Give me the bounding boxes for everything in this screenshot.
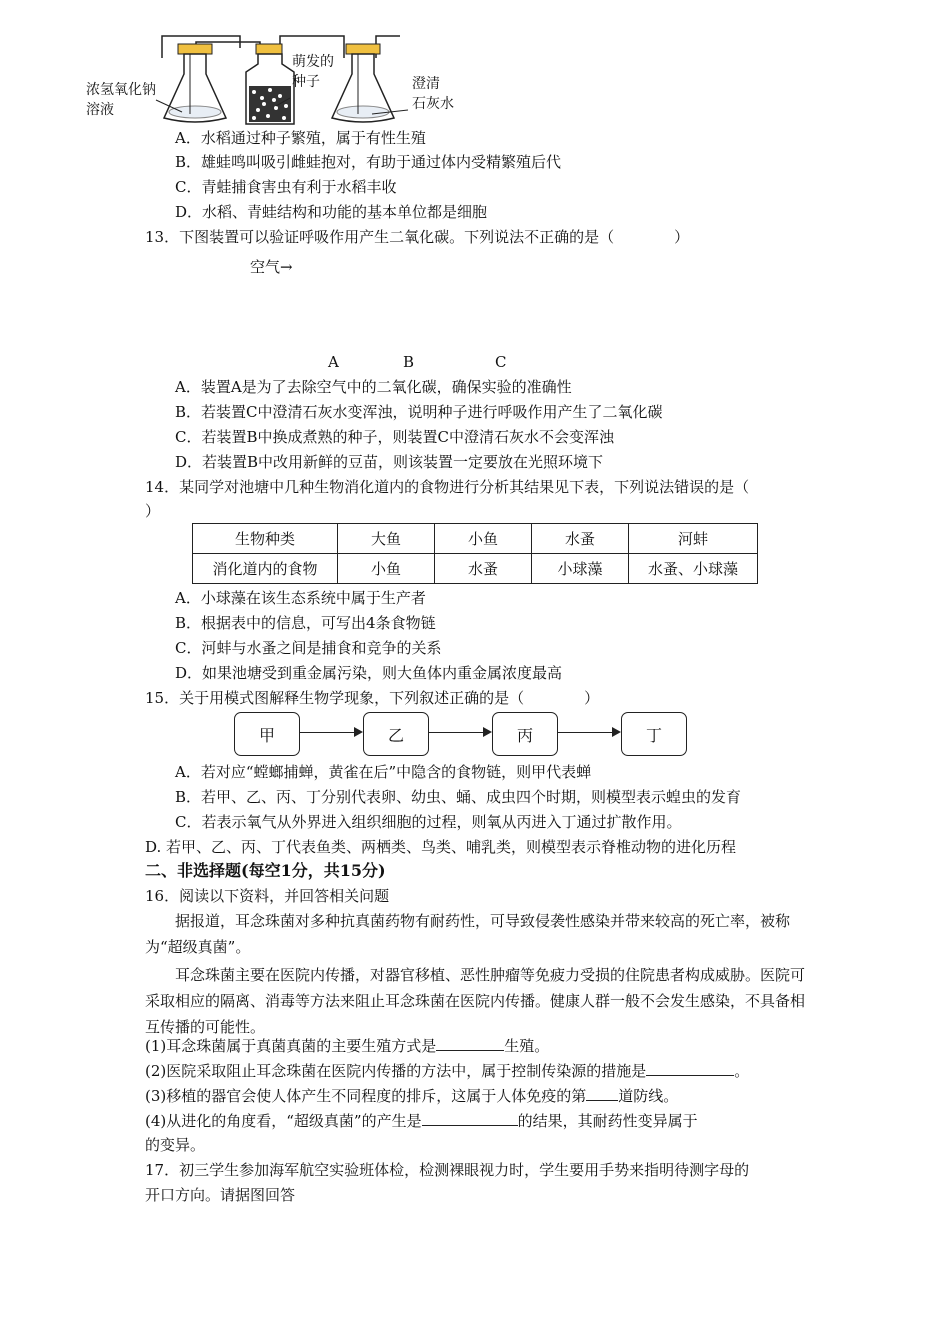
q16-q4-text: (4)从进化的角度看，“超级真菌”的产生是 <box>145 1112 422 1130</box>
q16-stem: 16．阅读以下资料，并回答相关问题 <box>145 887 390 905</box>
q15-option-a: A．若对应“螳螂捕蝉，黄雀在后”中隐含的食物链，则甲代表蝉 <box>175 763 592 781</box>
q16-q4-mid: 的结果，其耐药性变异属于 <box>517 1112 698 1130</box>
q14-stem: 14．某同学对池塘中几种生物消化道内的食物进行分析其结果见下表，下列说法错误的是（ <box>145 478 750 496</box>
table-cell: 小球藻 <box>532 554 629 584</box>
model-arrow <box>558 732 612 733</box>
answer-blank[interactable] <box>646 1061 734 1076</box>
model-arrow <box>429 732 483 733</box>
q13-option-b: B．若装置C中澄清石灰水变浑浊，说明种子进行呼吸作用产生了二氧化碳 <box>175 403 663 421</box>
label-naoh-2: 溶液 <box>86 102 114 118</box>
q16-question-4 <box>145 1111 698 1131</box>
label-lime: 澄清 <box>412 76 440 92</box>
table-header-cell: 水蚤 <box>532 524 629 554</box>
q16-q2-text: (2)医院采取阻止耳念珠菌在医院内传播的方法中，属于控制传染源的措施是 <box>145 1062 647 1080</box>
q13-stem: 13．下图装置可以验证呼吸作用产生二氧化碳。下列说法不正确的是（ ） <box>145 228 690 246</box>
model-box-yi: 乙 <box>363 712 429 756</box>
answer-blank[interactable] <box>422 1111 518 1126</box>
q14-option-c: C．河蚌与水蚤之间是捕食和竞争的关系 <box>175 639 442 657</box>
q14-stem-end: ） <box>145 502 161 520</box>
q13-device-c: C <box>495 353 507 371</box>
label-seed: 萌发的 <box>292 54 334 70</box>
table-cell: 消化道内的食物 <box>193 554 338 584</box>
food-table <box>192 523 758 584</box>
table-header-cell: 河蚌 <box>629 524 758 554</box>
table-cell: 小鱼 <box>338 554 435 584</box>
q17-line-2: 开口方向。请据图回答 <box>145 1186 296 1204</box>
q12-option-b: B．雄蛙鸣叫吸引雌蛙抱对，有助于通过体内受精繁殖后代 <box>175 153 562 171</box>
q15-option-b: B．若甲、乙、丙、丁分别代表卵、幼虫、蛹、成虫四个时期，则模型表示蝗虫的发育 <box>175 788 742 806</box>
q16-paragraph-2: 耳念珠菌主要在医院内传播，对器官移植、恶性肿瘤等免疲力受损的住院患者构成威胁。医院可采取相应的隔离、消毒等方法来阻止耳念珠菌在医院内传播。健康人群一般不会发生感染，不具备相互传播的可能性。 <box>145 966 806 1036</box>
q12-option-d: D．水稻、青蛙结构和功能的基本单位都是细胞 <box>175 203 488 221</box>
model-box-bing: 丙 <box>492 712 558 756</box>
q12-option-c: C．青蛙捕食害虫有利于水稻丰收 <box>175 178 397 196</box>
table-cell: 水蚤 <box>435 554 532 584</box>
section-heading: 二、非选择题(每空1分，共15分) <box>145 861 386 880</box>
table-header-cell: 小鱼 <box>435 524 532 554</box>
q17-line-1: 17．初三学生参加海军航空实验班体检，检测裸眼视力时，学生要用手势来指明待测字母的 <box>145 1161 750 1179</box>
q16-q3-text: (3)移植的器官会使人体产生不同程度的排斥，这属于人体免疫的第 <box>145 1087 587 1105</box>
arrowhead-icon <box>612 727 621 737</box>
label-seed-2: 种子 <box>292 74 320 90</box>
model-box-ding: 丁 <box>621 712 687 756</box>
q16-question-3 <box>145 1086 678 1106</box>
q15-option-c: C．若表示氧气从外界进入组织细胞的过程，则氧从丙进入丁通过扩散作用。 <box>175 813 682 831</box>
label-lime-2: 石灰水 <box>412 96 454 112</box>
table-row <box>193 554 758 584</box>
q16-q1-tail: 生殖。 <box>504 1037 550 1055</box>
q16-q2-tail: 。 <box>734 1062 750 1080</box>
q16-q1-text: (1)耳念珠菌属于真菌真菌的主要生殖方式是 <box>145 1037 437 1055</box>
q16-question-1 <box>145 1036 549 1056</box>
model-box-jia: 甲 <box>234 712 300 756</box>
table-header-cell: 生物种类 <box>193 524 338 554</box>
q14-option-a: A．小球藻在该生态系统中属于生产者 <box>175 589 426 607</box>
table-row <box>193 524 758 554</box>
q13-option-c: C．若装置B中换成煮熟的种子，则装置C中澄清石灰水不会变浑浊 <box>175 428 614 446</box>
q13-option-a: A．装置A是为了去除空气中的二氧化碳，确保实验的准确性 <box>175 378 572 396</box>
q15-option-d: D. 若甲、乙、丙、丁代表鱼类、两栖类、鸟类、哺乳类，则模型表示脊椎动物的进化历程 <box>145 838 737 856</box>
q16-q3-tail: 道防线。 <box>618 1087 679 1105</box>
model-arrow <box>300 732 354 733</box>
q16-question-2 <box>145 1061 749 1081</box>
label-naoh: 浓氢氧化钠 <box>86 82 156 98</box>
answer-blank[interactable] <box>436 1036 504 1051</box>
table-header-cell: 大鱼 <box>338 524 435 554</box>
q13-device-a: A <box>328 353 339 371</box>
q14-option-d: D．如果池塘受到重金属污染，则大鱼体内重金属浓度最高 <box>175 664 563 682</box>
table-cell: 水蚤、小球藻 <box>629 554 758 584</box>
q16-q4-end: 的变异。 <box>145 1136 206 1154</box>
answer-blank[interactable] <box>586 1086 618 1101</box>
q13-option-d: D．若装置B中改用新鲜的豆苗，则该装置一定要放在光照环境下 <box>175 453 604 471</box>
apparatus-figure <box>150 28 410 128</box>
q12-option-a: A．水稻通过种子繁殖，属于有性生殖 <box>175 129 426 147</box>
q15-stem: 15．关于用模式图解释生物学现象，下列叙述正确的是（ ） <box>145 689 600 707</box>
arrowhead-icon <box>483 727 492 737</box>
q13-device-b: B <box>403 353 415 371</box>
arrowhead-icon <box>354 727 363 737</box>
q16-paragraph-1: 据报道，耳念珠菌对多种抗真菌药物有耐药性，可导致侵袭性感染并带来较高的死亡率，被称为“超级真菌”。 <box>145 912 791 956</box>
q13-air-label: 空气→ <box>250 258 293 276</box>
q14-option-b: B．根据表中的信息，可写出4条食物链 <box>175 614 436 632</box>
